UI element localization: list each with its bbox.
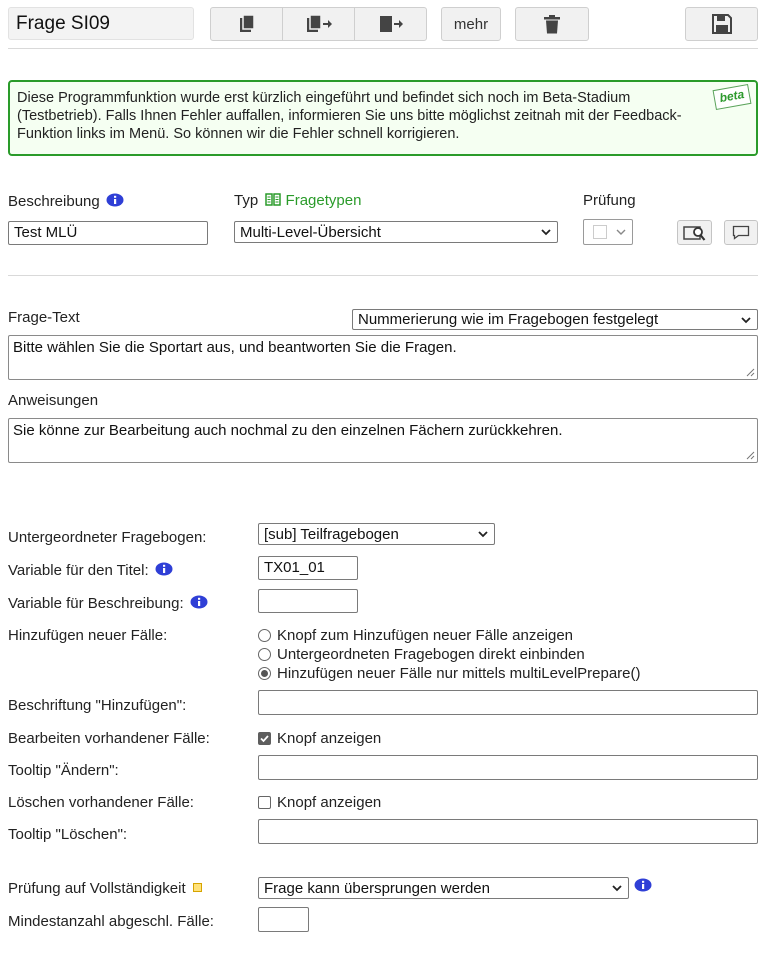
info-icon[interactable] [106, 193, 124, 207]
tooltip-delete-label: Tooltip "Löschen": [8, 826, 128, 843]
save-icon [712, 14, 732, 34]
chevron-down-icon [740, 314, 752, 326]
check-select[interactable] [583, 219, 633, 245]
min-cases-input[interactable] [258, 907, 309, 932]
save-button[interactable] [685, 7, 758, 41]
trash-icon [544, 15, 560, 34]
resize-handle[interactable] [746, 451, 755, 460]
desc-var-label: Variable für Beschreibung: [8, 595, 208, 612]
description-label: Beschreibung [8, 193, 124, 210]
chevron-down-icon [611, 882, 623, 894]
checkbox[interactable] [258, 796, 271, 809]
more-button[interactable]: mehr [441, 7, 501, 41]
comment-button[interactable] [724, 220, 758, 245]
add-cases-radio-group [258, 626, 641, 683]
check-empty-swatch [593, 225, 607, 239]
type-label: Typ Fragetypen [234, 192, 362, 209]
copy-icon [238, 14, 256, 34]
copy-move-button[interactable] [283, 8, 355, 40]
radio-button-selected[interactable] [258, 667, 271, 680]
copy-button[interactable] [211, 8, 283, 40]
chevron-down-icon [477, 528, 489, 540]
title-var-input[interactable]: TX01_01 [258, 556, 358, 580]
title-var-label: Variable für den Titel: [8, 562, 173, 579]
delete-cases-label: Löschen vorhandener Fälle: [8, 794, 194, 811]
completeness-label: Prüfung auf Vollständigkeit [8, 880, 202, 897]
type-select[interactable]: Multi-Level-Übersicht [234, 221, 558, 243]
resize-handle[interactable] [746, 368, 755, 377]
move-icon [378, 14, 404, 34]
edit-cases-toggle[interactable]: Knopf anzeigen [258, 729, 381, 748]
desc-var-input[interactable] [258, 589, 358, 613]
checkbox-checked[interactable] [258, 732, 271, 745]
copy-button-group [210, 7, 427, 41]
delete-cases-toggle[interactable]: Knopf anzeigen [258, 793, 381, 812]
add-cases-option[interactable]: Hinzufügen neuer Fälle nur mittels multiLevelPrepare() [258, 664, 641, 683]
tooltip-delete-input[interactable] [258, 819, 758, 844]
edit-cases-label: Bearbeiten vorhandener Fälle: [8, 730, 210, 747]
info-icon[interactable] [634, 878, 652, 892]
question-text-label: Frage-Text [8, 309, 80, 326]
beta-notice-text: Diese Programmfunktion wurde erst kürzlich eingeführt und befindet sich noch im Beta-Stadium (Testbetrieb). Falls Ihnen Fehler auffallen, informieren Sie uns bitte möglichst zeitnah mit der Feedback-Funktion links im Menü. So können wir die Fehler schnell korrigieren. [17, 90, 682, 142]
delete-button[interactable] [515, 7, 589, 41]
subquestionnaire-select[interactable]: [sub] Teilfragebogen [258, 523, 495, 545]
info-icon[interactable] [190, 595, 208, 609]
radio-button[interactable] [258, 629, 271, 642]
book-icon [265, 193, 281, 206]
tooltip-edit-input[interactable] [258, 755, 758, 780]
tooltip-edit-label: Tooltip "Ändern": [8, 762, 119, 779]
preview-button[interactable] [677, 220, 712, 245]
note-marker-icon [193, 883, 202, 892]
header-divider [8, 48, 758, 49]
copy-move-icon [305, 14, 333, 34]
info-icon[interactable] [155, 562, 173, 576]
instructions-textarea[interactable]: Sie könne zur Bearbeitung auch nochmal zu den einzelnen Fächern zurückkehren. [8, 418, 758, 463]
add-caption-input[interactable] [258, 690, 758, 715]
checkmark-icon [259, 733, 270, 744]
chevron-down-icon [540, 226, 552, 238]
preview-icon [683, 224, 707, 242]
description-input[interactable]: Test MLÜ [8, 221, 208, 245]
beta-badge: beta [713, 84, 752, 110]
check-label: Prüfung [583, 192, 636, 209]
radio-button[interactable] [258, 648, 271, 661]
section-divider [8, 275, 758, 276]
beta-notice [8, 80, 758, 156]
min-cases-label: Mindestanzahl abgeschl. Fälle: [8, 913, 214, 930]
fragetypen-link[interactable]: Fragetypen [285, 192, 362, 209]
page-title: Frage SI09 [8, 7, 194, 40]
question-textarea[interactable]: Bitte wählen Sie die Sportart aus, und beantworten Sie die Fragen. [8, 335, 758, 380]
comment-icon [732, 225, 750, 241]
add-caption-label: Beschriftung "Hinzufügen": [8, 697, 187, 714]
numbering-select[interactable]: Nummerierung wie im Fragebogen festgelegt [352, 309, 758, 330]
chevron-down-icon [615, 226, 627, 238]
add-cases-option[interactable]: Knopf zum Hinzufügen neuer Fälle anzeigen [258, 626, 641, 645]
subquestionnaire-label: Untergeordneter Fragebogen: [8, 529, 207, 546]
add-cases-option[interactable]: Untergeordneten Fragebogen direkt einbinden [258, 645, 641, 664]
completeness-select[interactable]: Frage kann übersprungen werden [258, 877, 629, 899]
add-cases-label: Hinzufügen neuer Fälle: [8, 627, 168, 644]
move-button[interactable] [355, 8, 426, 40]
instructions-label: Anweisungen [8, 392, 99, 409]
